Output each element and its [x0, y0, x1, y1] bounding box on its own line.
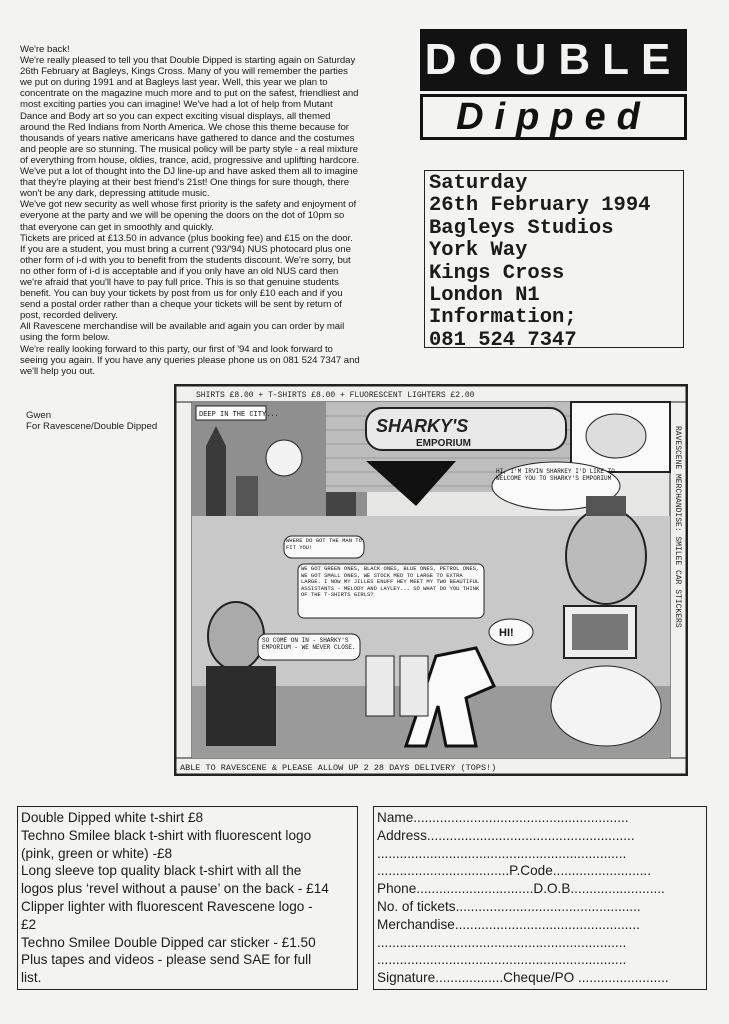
bubble-fit: WHERE DO GOT THE MAN TO FIT YOU!	[286, 538, 362, 551]
caption-top: DEEP IN THE CITY...	[199, 411, 279, 419]
intro-paragraph: We're really pleased to tell you that Double Dipped is starting again on Saturday 26th February at Bagleys, Kings Cross. Many of you will remember the parties we put on during 1991 and at Bagleys last year. Well, this year we plan to concentrate on the magazine much more and to put on the safest, friendliest and most exciting parties you can imagine! We've had a lot of help from Mutant Dance and Body art so you can expect exciting visual displays, all themed around the Red Indians from North America. We chose this theme because for thousands of years native americans have gathered to dance and the costumes and people are so stunning. The musical policy will be party style - a real mixture of everything from house, oldies, trance, acid, progressive and uplifting hardcore. We've put a lot of thought into the DJ line-up and have asked them all to imagine that they're playing at their best friend's 21st! One things for sure though, there won't be any dark, depressing attitude music.	[20, 55, 360, 200]
order-field-postcode[interactable]: ...................................P.Code..........................	[377, 863, 651, 879]
merch-line: Double Dipped white t-shirt £8	[21, 810, 204, 825]
bubble-stock: WE GOT GREEN ONES, BLACK ONES, BLUE ONES, PETROL ONES, WE GOT SMALL ONES, WE STOCK MED TO LARGE TO EXTRA LARGE. I NOW MY JILLES ENUFF HEY MEET MY TWO BEAUTIFUL ASSISTANTS - MELODY AND LAYLEY... SO WHAT DO YOU THINK OF THE T-SHIRTS GIRLS?	[301, 566, 480, 599]
event-line: Information;	[429, 306, 577, 330]
intro-letter	[20, 44, 360, 377]
bubble-hi: HI!	[499, 627, 514, 639]
merch-line: Long sleeve top quality black t-shirt with all the	[21, 863, 302, 879]
shop-sign-subtitle: EMPORIUM	[416, 438, 471, 449]
strip-top-text: SHIRTS £8.00 + T-SHIRTS £8.00 + FLUORESCENT LIGHTERS £2.00	[196, 391, 475, 400]
order-field-signature[interactable]: Signature..................Cheque/PO ........................	[377, 970, 669, 986]
merch-line: list.	[21, 970, 42, 986]
order-field-merchandise-line3[interactable]: ..................................................................	[377, 952, 627, 968]
comic-artwork	[174, 384, 688, 776]
intro-paragraph: All Ravescene merchandise will be available and again you can order by mail using the form below.	[20, 321, 345, 344]
event-details	[424, 170, 684, 352]
order-field-merchandise-line2[interactable]: ..................................................................	[377, 934, 627, 950]
merch-line: logos plus ‘revel without a pause’ on the back - £14	[21, 881, 329, 897]
bubble-come-in: SO COME ON IN - SHARKY'S EMPORIUM - WE NEVER CLOSE.	[262, 637, 356, 651]
logo-bottom-word: Dipped	[420, 94, 687, 140]
event-line: Bagleys Studios	[429, 216, 614, 240]
order-field-address[interactable]: Address.......................................................	[377, 827, 635, 843]
signature-block	[26, 410, 157, 432]
bubble-welcome: HI, I'M IRVIN SHARKEY I'D LIKE TO WELCOME YOU TO SHARKY'S EMPORIUM	[496, 468, 615, 482]
merch-line: Techno Smilee black t-shirt with fluorescent logo	[21, 827, 312, 843]
merch-line: Clipper lighter with fluorescent Ravescene logo -	[21, 898, 313, 914]
merch-line: Techno Smilee Double Dipped car sticker - £1.50	[21, 934, 316, 950]
event-line: London N1	[429, 284, 540, 308]
intro-paragraph: We've got new security as well whose first priority is the safety and enjoyment of everyone at the party and we will be opening the doors on the dot of 10pm so that everyone can get in smoothly and quickly.	[20, 199, 357, 233]
merchandise-list	[17, 806, 358, 990]
signature-org: For Ravescene/Double Dipped	[26, 421, 158, 432]
event-line: York Way	[429, 239, 528, 263]
order-field-phone-dob[interactable]: Phone...............................D.O.B.........................	[377, 881, 665, 897]
order-field-name[interactable]: Name.........................................................	[377, 810, 629, 825]
event-line: 26th February 1994	[429, 194, 651, 218]
merch-line: £2	[21, 916, 37, 932]
strip-bottom-text: ABLE TO RAVESCENE & PLEASE ALLOW UP 2 28 DAYS DELIVERY (TOPS!)	[180, 763, 497, 773]
strip-right-text: RAVESCENE MERCHANDISE: SMILEE CAR STICKERS	[673, 426, 682, 628]
event-line: Kings Cross	[429, 261, 565, 285]
order-form	[373, 806, 707, 990]
double-dipped-logo	[420, 29, 687, 151]
signature-name: Gwen	[26, 410, 52, 421]
event-line: Saturday	[429, 172, 528, 195]
intro-paragraph: Tickets are priced at £13.50 in advance (plus booking fee) and £15 on the door. If you are a student, you must bring a current ('93/'94) NUS photocard plus one other form of i-d with you to benefit from the students discount. We're sorry, but no other form of i-d is acceptable and if you only have an old NUS card then we're afraid that you'll have to pay full price. This is so that genuine students benefit. You can buy your tickets by post from us for only £10 each and if you send a postal order rather than a cheque your tickets will be sent by return of post, recorded delivery.	[20, 232, 353, 322]
intro-paragraph: We're really looking forward to this party, our first of '94 and look forward to seeing you again. If you have any queries please phone us on 081 524 7347 and we'll help you out.	[20, 343, 360, 377]
logo-top-word: DOUBLE	[420, 29, 687, 91]
order-field-address-line2[interactable]: ..................................................................	[377, 845, 627, 861]
merch-line: Plus tapes and videos - please send SAE for full	[21, 952, 312, 968]
shop-sign-title: SHARKY'S	[376, 416, 469, 436]
comic-illustration	[176, 386, 686, 774]
order-field-tickets[interactable]: No. of tickets.................................................	[377, 898, 641, 914]
event-line: 081 524 7347	[429, 328, 577, 352]
intro-paragraph: We're back!	[20, 44, 70, 55]
order-field-merchandise[interactable]: Merchandise.................................................	[377, 916, 640, 932]
merch-line: (pink, green or white) -£8	[21, 845, 173, 861]
